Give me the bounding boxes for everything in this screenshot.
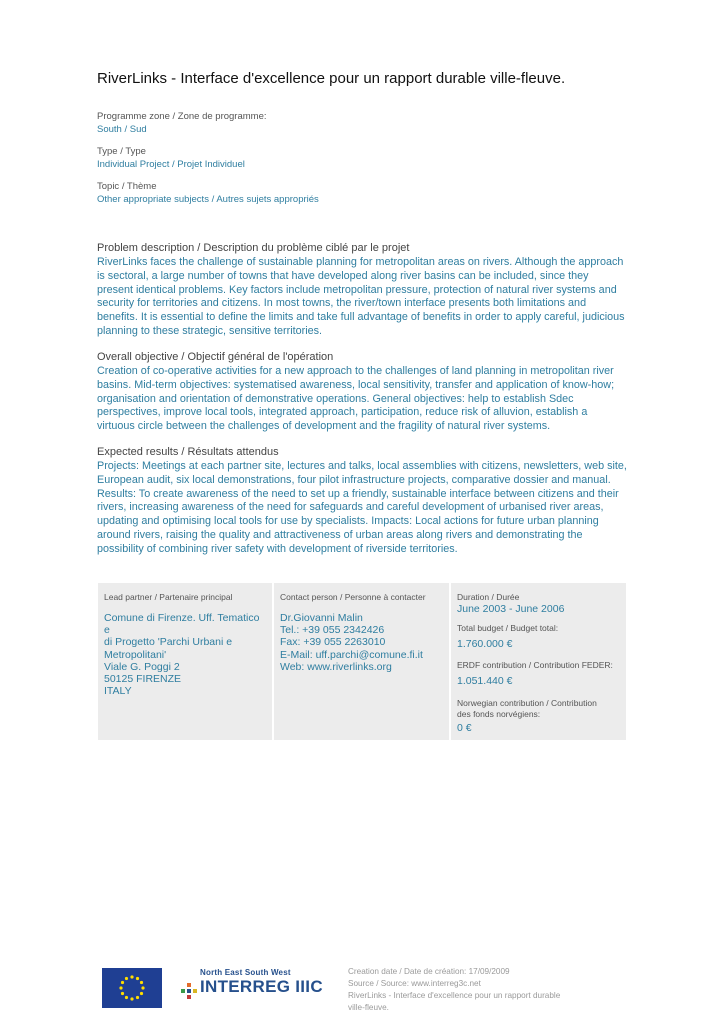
eu-flag-icon: [102, 968, 162, 1008]
meta-value: South / Sud: [97, 124, 147, 135]
section-overall-objective: [97, 351, 627, 434]
lead-partner-line: ITALY: [104, 685, 132, 698]
norwegian-label: Norwegian contribution / Contribution: [457, 697, 597, 708]
norwegian-label-2: des fonds norvégiens:: [457, 708, 541, 719]
section-heading: Problem description / Description du problème ciblé par le projet: [97, 242, 410, 254]
logo-wordmark: INTERREG IIIC: [200, 977, 323, 996]
lead-partner-line: 50125 FIRENZE: [104, 673, 182, 686]
meta-topic: [97, 180, 657, 206]
lead-partner-line: Comune di Firenze. Uff. Tematico e: [104, 612, 260, 637]
section-heading: Overall objective / Objectif général de l'opération: [97, 351, 334, 363]
norwegian-value: 0 €: [457, 721, 472, 734]
section-body: RiverLinks faces the challenge of sustainable planning for metropolitan areas on rivers. Although the approach is sectoral, a large number of towns that have developed along river basins can be included, since they present identical problems. Key factors include metropolitan pressure, protection of natural river systems and security for territories and citizens. In most towns, the river/town interface presents both limitations and benefits. It is essential to define the limits and take full advantage of benefits in order to apply careful, judicious planning to these strategic, sensitive territories.: [97, 256, 625, 337]
contact-person-label: Contact person / Personne à contacter: [280, 592, 426, 602]
lead-partner-label: Lead partner / Partenaire principal: [104, 592, 233, 602]
page-title: RiverLinks - Interface d'excellence pour un rapport durable ville-fleuve.: [97, 70, 566, 87]
total-budget-label: Total budget / Budget total:: [457, 623, 559, 634]
meta-label: Type / Type: [97, 146, 146, 157]
duration-value: June 2003 - June 2006: [457, 603, 565, 615]
lead-partner-line: Viale G. Poggi 2: [104, 660, 180, 673]
lead-partner-line: di Progetto 'Parchi Urbani e: [104, 636, 233, 649]
project-info-box: [98, 583, 626, 740]
contact-line: Fax: +39 055 2263010: [280, 636, 386, 649]
footer-title: RiverLinks - Interface d'excellence pour un rapport durable: [348, 991, 561, 1000]
erdf-value: 1.051.440 €: [457, 675, 513, 688]
meta-label: Topic / Thème: [97, 181, 157, 192]
contact-person-column: [274, 583, 451, 740]
duration-label: Duration / Durée: [457, 592, 520, 602]
interreg-logo: [180, 968, 330, 1002]
contact-web: Web: www.riverlinks.org: [280, 660, 392, 673]
lead-partner-line: Metropolitani': [104, 648, 167, 661]
logo-tagline: North East South West: [200, 968, 291, 977]
section-expected-results: [97, 446, 627, 557]
contact-line: Tel.: +39 055 2342426: [280, 624, 385, 637]
contact-email: E-Mail: uff.parchi@comune.fi.it: [280, 648, 423, 661]
section-problem-description: [97, 242, 627, 339]
meta-programme-zone: [97, 110, 657, 136]
meta-value: Individual Project / Projet Individuel: [97, 159, 245, 170]
erdf-label: ERDF contribution / Contribution FEDER:: [457, 660, 613, 671]
lead-partner-column: [98, 583, 274, 740]
meta-type: [97, 145, 657, 171]
meta-value: Other appropriate subjects / Autres sujets appropriés: [97, 194, 319, 205]
section-body: Projects: Meetings at each partner site, lectures and talks, local assemblies with citizens, newsletters, web site, European audit, six local demonstrations, four pilot infrastructure projects, comparative dossier and manual. Results: To create awareness of the need to set up a friendly, sustainable interface between citizens and their rivers, increasing awareness of the need for safeguards and careful development of urbanised river areas, updating and optimising local tools for use by specialists. Impacts: Local actions for future urban planning around rivers, raising the quality and attractiveness of urban areas along rivers and demonstrating the possibility of combining river safety with development of riverside territories.: [97, 460, 627, 555]
footer-creation-date: Creation date / Date de création: 17/09/2009: [348, 967, 510, 976]
budget-column: [451, 583, 626, 740]
section-heading: Expected results / Résultats attendus: [97, 446, 279, 458]
interreg-cross-icon: [180, 982, 198, 1000]
footer-title-cont: ville-fleuve.: [348, 1003, 389, 1012]
footer-info: [348, 966, 598, 1014]
contact-line: Dr.Giovanni Malin: [280, 612, 363, 624]
footer-source: Source / Source: www.interreg3c.net: [348, 979, 481, 988]
section-body: Creation of co-operative activities for a new approach to the challenges of land planning in metropolitan river basins. Mid-term objectives: systematised awareness, local sensitivity, transfer and application of know-how; organisation and orientation of demonstrative operations. General objectives: help to establish Sdec perspectives, improve local tools, integrated approach, participation, reduce risk of alluvion, establish a virtuous circle between the challenges of development and the fragility of natural river systems.: [97, 365, 615, 433]
meta-label: Programme zone / Zone de programme:: [97, 111, 267, 122]
total-budget-value: 1.760.000 €: [457, 638, 513, 651]
